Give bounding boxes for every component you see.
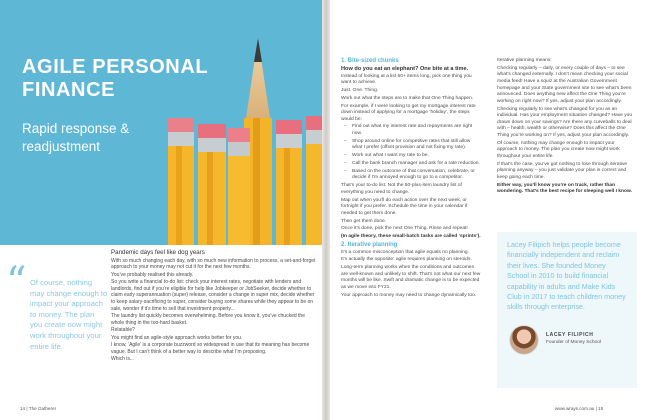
paragraph: It’s actually the opposite: agile requires planning on steroids. xyxy=(341,257,472,263)
paragraph: For example, if I were looking to get my mortgage interest rate down instead of applying for a mortgage ‘holiday’, the steps would be: xyxy=(341,103,476,122)
list-item: – Work out what I want my rate to be. xyxy=(344,153,481,160)
paragraph: The laundry list quickly becomes overwhelming. Before you know it, you’ve chucked the whole thing in the too-hard basket. xyxy=(111,313,305,327)
paragraph: Instead of looking at a list 50+ items long, pick one thing you want to achieve. xyxy=(341,73,472,86)
section-heading: Pandemic days feel like dog years xyxy=(111,249,205,256)
paragraph: Work out what the steps are to make that One Thing happen. xyxy=(341,95,474,101)
section-heading: 2. Iterative planning xyxy=(341,241,398,248)
paragraph: That’s your to-do list. Not the 50-plus-item laundry list of everything you need to change. xyxy=(341,183,462,195)
pull-quote: Of course, nothing may change enough to impact your approach to money. The plan you create now might work throughout your entire life. xyxy=(30,278,108,351)
lead-text: How do you eat an elephant? One bite at a time. xyxy=(341,65,469,72)
page-footer-left: 14 | The Gatherer xyxy=(20,406,57,411)
section-heading: 1. Bite-sized chunks xyxy=(341,58,399,64)
page-footer-right: www.wrays.com.au | 15 xyxy=(555,406,604,411)
list-item: – Find out what my interest rate and repayments are right now. xyxy=(344,124,481,137)
paragraph: Relatable? xyxy=(111,327,135,334)
article-subtitle: Rapid response & readjustment xyxy=(22,121,130,154)
paragraph: Of course, nothing may change enough to impact your approach to money. The plan you create now might work throughout your entire life. xyxy=(497,140,620,159)
author-name: LACEY FILIPICH xyxy=(546,332,594,338)
paragraph: Checking regularly – daily, or every couple of days – to see what’s changed externally. I don’t mean checking your social media feed! Have a squiz at the Australian Government homepage and your State government site to see what’s been announced. Does anything new affect the One Thing you’re working on right now? If yes, adjust your plan accordingly. xyxy=(497,65,632,104)
paragraph: It’s a common misconception that agile equals no planning. xyxy=(341,249,469,255)
paragraph: You’ve probably realised this already. xyxy=(111,271,194,278)
paragraph: I know, ‘Agile’ is a corporate buzzword so widespread in use that its meaning has become vague. But I can’t think of a better way to describe what I’m proposing. xyxy=(111,342,310,355)
paragraph: Map out when you’ll do each action over the next week, or fortnight if you prefer. Schedule the time in your calendar if needed to get them done. xyxy=(341,197,468,216)
paragraph: Just. One. Thing. xyxy=(341,87,379,93)
right-column-1 xyxy=(341,58,481,301)
paragraph: Checking regularly to see what’s changed for you as an individual. Has your employment situation changed? Have you drawn down on your savings? Are there any curveballs to deal with – health, wealth or otherwise? Does this affect the One Thing you’re working on? If yes, adjust your plan accordingly. xyxy=(497,106,633,138)
list-item: – Call the bank branch manager and ask for a rate reduction. xyxy=(344,161,481,168)
paragraph: You might find an agile-style approach works better for you. xyxy=(111,334,243,341)
left-body-text xyxy=(111,249,317,363)
steps-list xyxy=(344,124,481,182)
paragraph: Long-term planning works when the conditions and outcomes are well-known and unlikely to shift. That’s not what our next few months will be like. Swift and dramatic change is to be expected as we move into FY21. xyxy=(341,265,481,290)
paragraph: Once it’s done, pick the next One Thing. Rinse and repeat! xyxy=(341,226,468,232)
article-title: AGILE PERSONAL FINANCE xyxy=(22,56,208,101)
quote-mark-icon: “ xyxy=(6,259,27,305)
author-role: Founder of Money School xyxy=(546,340,601,345)
bio-text: Lacey Filipich helps people become financially independent and reclaim their lives. She founded Money School in 2010 to build financial capability in adults and Make Kids Club in 2017 to teach children money skills through enterprise. xyxy=(507,240,626,312)
list-item: – Based on the outcome of that conversation, celebrate, or decide if I’m annoyed enough to go to a competitor. xyxy=(344,169,481,182)
paragraph: If that’s the case, you’ve got nothing to lose through iterative planning anyway – you just validate your plan is correct and keep going each time. xyxy=(497,161,628,180)
closing-paragraph: Either way, you’ll know you’re on track, rather than wondering. That’s the best recipe for sleeping well I know. xyxy=(497,182,632,195)
paragraph: Then get them done. xyxy=(341,218,387,224)
hero-image-panel xyxy=(0,0,324,245)
paragraph: Iterative planning means: xyxy=(497,58,552,63)
list-item: – Shop around online for competitive rates that still allow what I prefer (offset provision and not fixing my rate). xyxy=(344,139,481,152)
author-avatar xyxy=(509,325,539,355)
paragraph: With so much changing each day, with so much new information to process, a set-and-forget approach to your money may not cut it for the next few months. xyxy=(111,257,316,271)
page-gutter xyxy=(322,0,330,420)
paragraph: Your approach to money may need to change dynamically too. xyxy=(341,292,477,298)
paragraph: Which is... xyxy=(111,356,135,363)
right-column-2 xyxy=(497,58,635,197)
paragraph: So you write a financial to-do list: check your interest rates, negotiate with lenders and landlords, find out if you’re eligible for help like Jobkeeper or JobSeeker, decide whether to claim early superannuation (super) release, consider a change in super mix, decide whether to keep salary-sacrificing to super, consider buying some shares while they appear to be on sale, wonder if it’s time to sell that investment property... xyxy=(111,278,315,313)
paragraph: (In agile theory, these small-batch tasks are called ‘sprints’). xyxy=(341,234,481,240)
author-bio-box xyxy=(497,232,637,388)
